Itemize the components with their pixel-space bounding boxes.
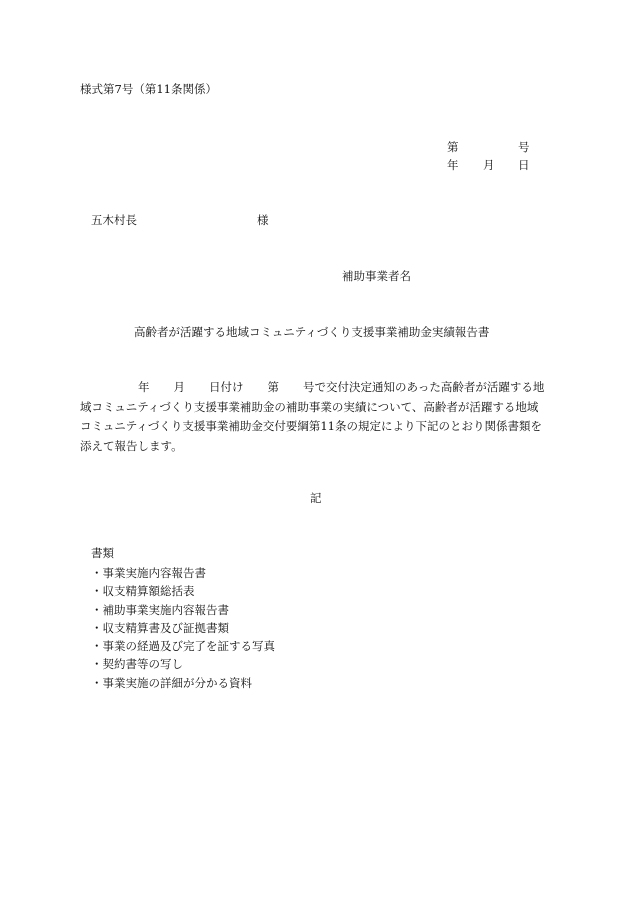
date-year-label: 年: [447, 158, 459, 172]
document-title: 高齢者が活躍する地域コミュニティづくり支援事業補助金実績報告書: [134, 325, 490, 339]
body-line-1: [80, 378, 556, 398]
body-paragraph: [80, 378, 556, 456]
date-day-label: 日: [518, 158, 530, 172]
ki-heading: 記: [310, 491, 322, 505]
body-line-4: 添えて報告します。: [80, 438, 183, 453]
list-item: ・事業実施内容報告書: [91, 566, 206, 580]
list-item: ・事業実施の詳細が分かる資料: [91, 675, 252, 690]
list-item: ・収支精算書及び証拠書類: [91, 620, 229, 635]
list-item: ・契約書等の写し: [91, 657, 183, 672]
body-day-dated: 日付け: [209, 380, 244, 394]
applicant-label: 補助事業者名: [342, 269, 411, 283]
body-line-3: コミュニティづくり支援事業補助金交付要綱第11条の規定により下記のとおり関係書類を: [80, 419, 542, 433]
document-number-suffix: 号: [518, 140, 530, 154]
list-item: ・収支精算額総括表: [91, 584, 195, 599]
list-item: ・事業の経過及び完了を証する写真: [91, 639, 275, 654]
addressee-honorific: 様: [257, 213, 269, 227]
documents-heading: 書類: [91, 546, 114, 560]
form-number: 様式第7号（第11条関係）: [80, 82, 217, 96]
body-line1-rest: 号で交付決定通知のあった高齢者が活躍する地: [303, 380, 545, 394]
body-month: 月: [173, 380, 185, 394]
document-number-prefix: 第: [447, 140, 459, 154]
date-month-label: 月: [483, 158, 495, 172]
body-year: 年: [138, 380, 150, 394]
list-item: ・補助事業実施内容報告書: [91, 602, 229, 617]
body-line-2: 域コミュニティづくり支援事業補助金の補助事業の実績について、高齢者が活躍する地域: [80, 399, 539, 414]
body-number-prefix: 第: [267, 380, 279, 394]
addressee-name: 五木村長: [91, 213, 137, 227]
documents-list: [91, 564, 275, 692]
